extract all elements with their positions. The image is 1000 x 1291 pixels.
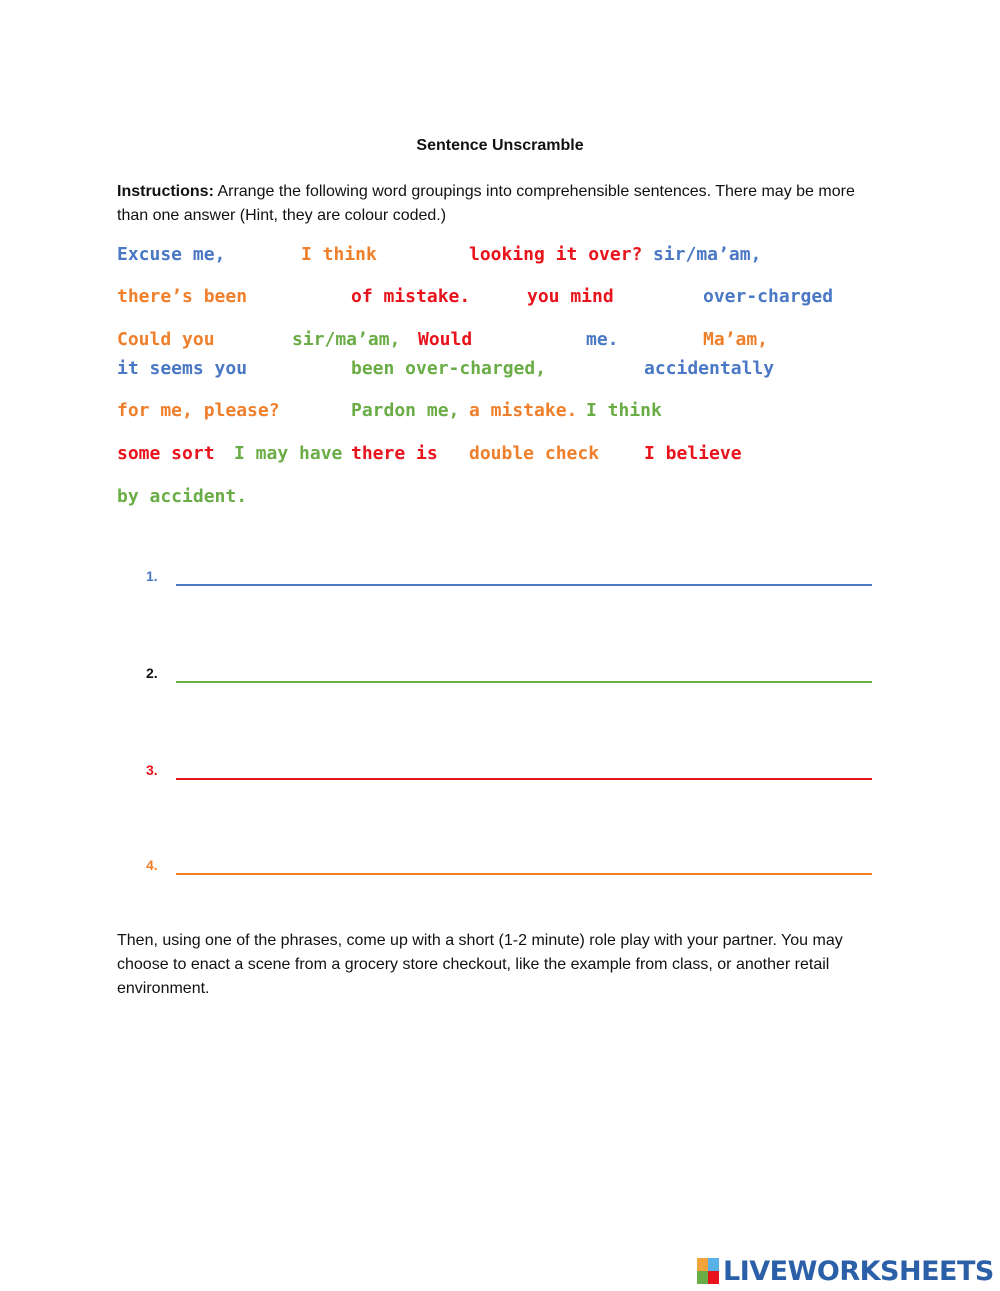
phrase-chip[interactable]: it seems you (117, 358, 248, 379)
answer-row-3 (146, 762, 872, 784)
phrase-chip[interactable]: sir/ma’am, (653, 244, 762, 265)
answer-line-2[interactable] (176, 681, 872, 683)
instructions-text: Arrange the following word groupings into comprehensible sentences. There may be more than one answer (Hint, they are colour coded.) (117, 183, 855, 224)
phrase-chip[interactable]: been over-charged, (351, 358, 547, 379)
phrase-chip[interactable]: a mistake. (469, 400, 578, 421)
phrase-chip[interactable]: Would (418, 329, 473, 350)
phrase-chip[interactable]: by accident. (117, 486, 248, 507)
phrase-chip[interactable]: of mistake. (351, 286, 471, 307)
page-title: Sentence Unscramble (416, 137, 584, 154)
phrase-chip[interactable]: Excuse me, (117, 244, 226, 265)
phrase-chip[interactable]: sir/ma’am, (292, 329, 401, 350)
phrase-chip[interactable]: Could you (117, 329, 215, 350)
answer-row-1 (146, 568, 872, 590)
phrase-chip[interactable]: me. (586, 329, 619, 350)
answer-number: 3. (146, 762, 158, 778)
phrase-chip[interactable]: looking it over? (469, 244, 643, 265)
phrase-chip[interactable]: for me, please? (117, 400, 280, 421)
answer-line-3[interactable] (176, 778, 872, 780)
answer-number: 1. (146, 568, 158, 584)
answer-row-4 (146, 857, 872, 879)
answer-number: 4. (146, 857, 158, 873)
liveworksheets-logo-icon (697, 1258, 719, 1284)
phrase-chip[interactable]: there’s been (117, 286, 248, 307)
answer-row-2 (146, 665, 872, 687)
phrase-chip[interactable]: some sort (117, 443, 215, 464)
brand-text: LIVEWORKSHEETS (723, 1255, 994, 1287)
phrase-chip[interactable]: I may have (234, 443, 343, 464)
phrase-chip[interactable]: Pardon me, (351, 400, 460, 421)
phrase-chip[interactable]: double check (469, 443, 600, 464)
phrase-chip[interactable]: you mind (527, 286, 614, 307)
phrase-chip[interactable]: accidentally (644, 358, 775, 379)
phrase-chip[interactable]: there is (351, 443, 438, 464)
instructions-label: Instructions: (117, 183, 214, 200)
answer-line-4[interactable] (176, 873, 872, 875)
phrase-chip[interactable]: over-charged (703, 286, 834, 307)
phrase-chip[interactable]: I think (301, 244, 377, 265)
answer-line-1[interactable] (176, 584, 872, 586)
phrase-chip[interactable]: I believe (644, 443, 742, 464)
phrase-chip[interactable]: Ma’am, (703, 329, 769, 350)
phrase-chip[interactable]: I think (586, 400, 662, 421)
answer-number: 2. (146, 665, 158, 681)
instructions (117, 180, 887, 228)
closing-instructions: Then, using one of the phrases, come up with a short (1-2 minute) role play with your partner. You may choose to enact a scene from a grocery store checkout, like the example from class, or another retail environment. (117, 932, 843, 997)
liveworksheets-logo (697, 1256, 994, 1286)
